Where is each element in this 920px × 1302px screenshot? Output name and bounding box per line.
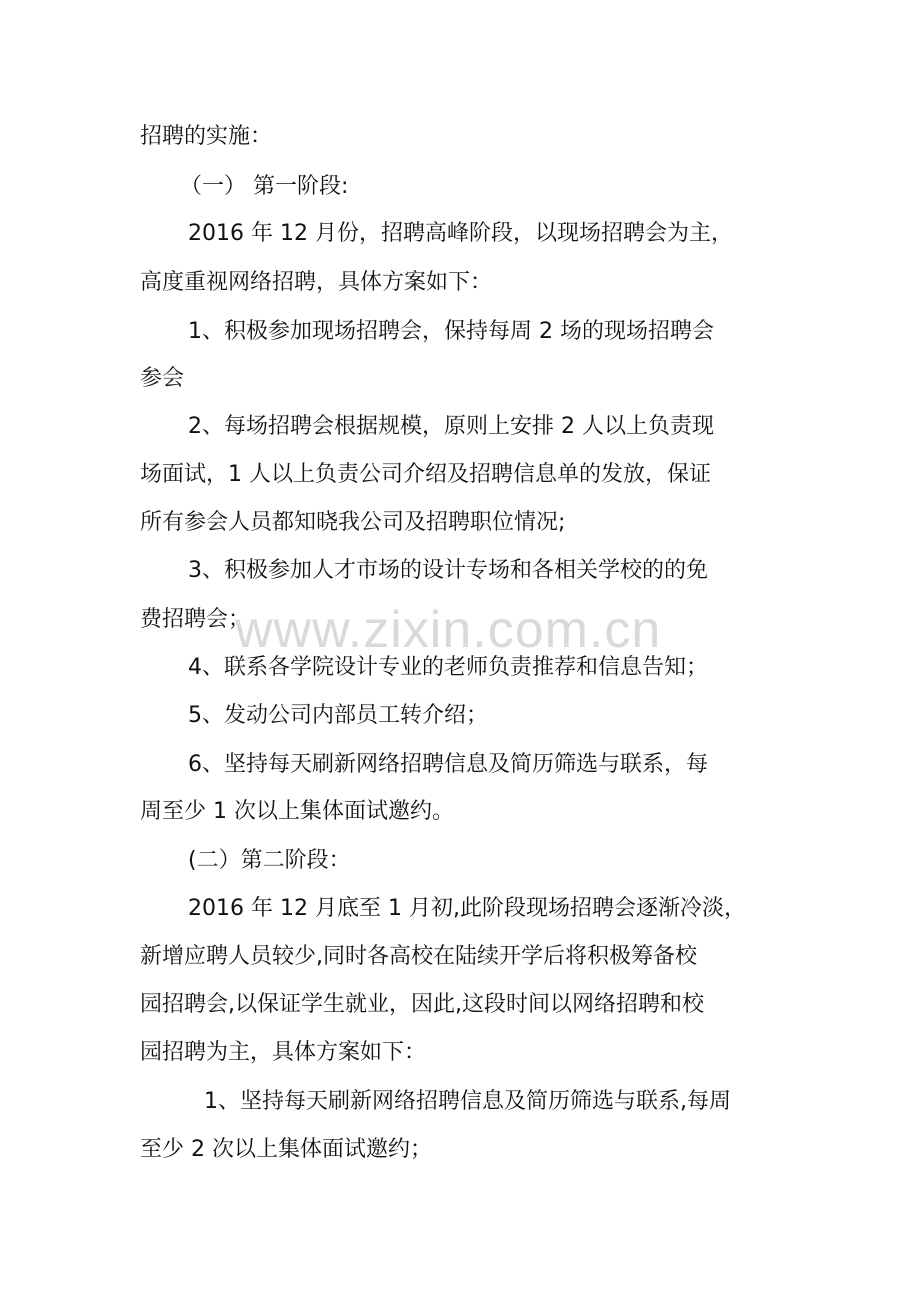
text-line: 园招聘会,以保证学生就业，因此,这段时间以网络招聘和校 (140, 992, 704, 1017)
text-line: 高度重视网络招聘，具体方案如下： (140, 270, 493, 295)
text-line: 1、积极参加现场招聘会，保持每周 2 场的现场招聘会 (188, 319, 714, 344)
text-line: (二）第二阶段： (188, 848, 351, 873)
text-line: 费招聘会； (140, 607, 251, 632)
text-line: 3、积极参加人才市场的设计专场和各相关学校的的免 (188, 558, 708, 583)
text-line: 园招聘为主，具体方案如下： (140, 1040, 427, 1065)
text-line: （一） 第一阶段: (180, 174, 349, 199)
text-line: 5、发动公司内部员工转介绍； (188, 703, 488, 728)
text-line: 招聘的实施： (140, 124, 273, 149)
text-line: 场面试，1 人以上负责公司介绍及招聘信息单的发放，保证 (140, 462, 711, 487)
text-line: 所有参会人员都知晓我公司及招聘职位情况; (140, 510, 566, 535)
text-line: 2、每场招聘会根据规模，原则上安排 2 人以上负责现 (188, 414, 714, 439)
text-line: 2016 年 12 月份，招聘高峰阶段，以现场招聘会为主， (188, 221, 733, 246)
text-line: 参会 (140, 366, 185, 391)
watermark-text: www.zixin.com.cn (235, 601, 662, 659)
text-line: 周至少 1 次以上集体面试邀约。 (140, 799, 454, 824)
text-line: 新增应聘人员较少,同时各高校在陆续开学后将积极筹备校 (140, 944, 697, 969)
text-line: 2016 年 12 月底至 1 月初,此阶段现场招聘会逐渐冷淡， (188, 896, 746, 921)
text-line: 至少 2 次以上集体面试邀约； (140, 1137, 432, 1162)
text-line: 6、坚持每天刷新网络招聘信息及简历筛选与联系，每 (188, 752, 708, 777)
text-line: 1、坚持每天刷新网络招聘信息及简历筛选与联系,每周 (204, 1089, 731, 1114)
text-line: 4、联系各学院设计专业的老师负责推荐和信息告知； (188, 655, 708, 680)
